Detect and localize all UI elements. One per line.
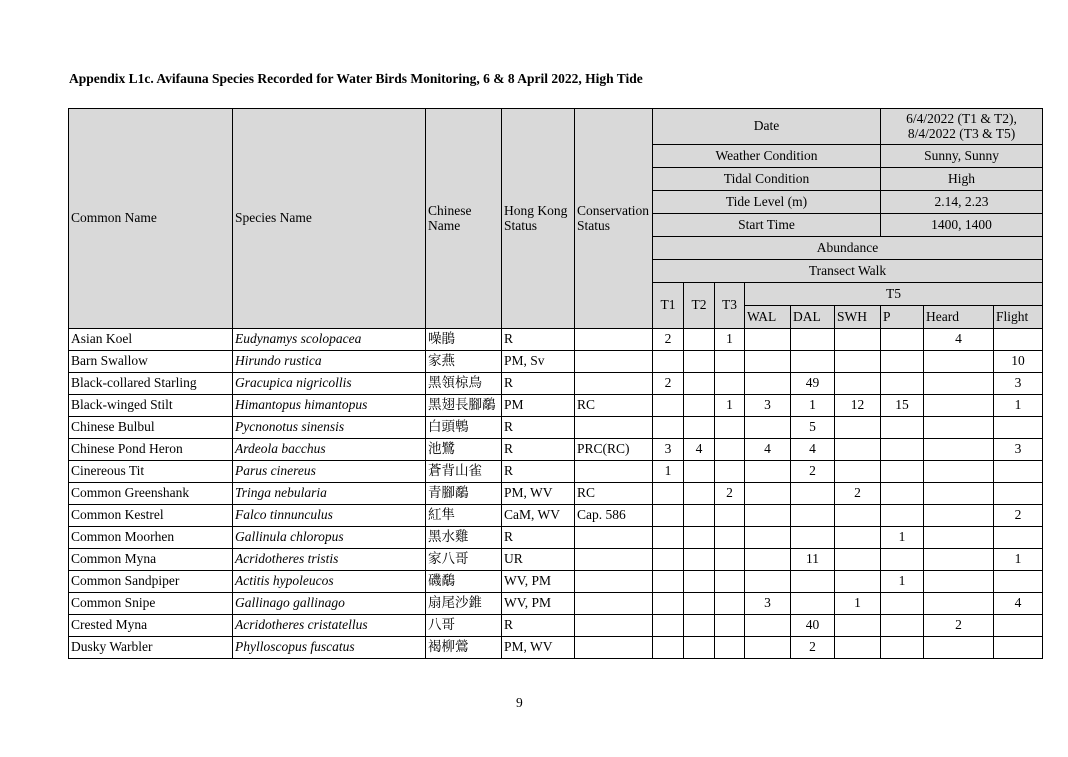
table-row xyxy=(69,571,1043,593)
cell-dal xyxy=(791,329,835,351)
cell-species-name: Himantopus himantopus xyxy=(233,395,426,417)
cell-wal xyxy=(745,483,791,505)
cell-flight: 10 xyxy=(994,351,1043,373)
header-species-name: Species Name xyxy=(233,109,426,329)
cell-conservation-status xyxy=(575,549,653,571)
table-row xyxy=(69,373,1043,395)
cell-dal: 1 xyxy=(791,395,835,417)
cell-t1 xyxy=(653,593,684,615)
cell-dal xyxy=(791,527,835,549)
table-header xyxy=(69,109,1043,329)
cell-species-name: Tringa nebularia xyxy=(233,483,426,505)
cell-species-name: Ardeola bacchus xyxy=(233,439,426,461)
cell-heard xyxy=(924,439,994,461)
cell-common-name: Common Kestrel xyxy=(69,505,233,527)
cell-t3: 1 xyxy=(715,329,745,351)
cell-t1 xyxy=(653,549,684,571)
cell-flight xyxy=(994,417,1043,439)
cell-swh xyxy=(835,549,881,571)
cell-wal: 3 xyxy=(745,395,791,417)
cell-chinese-name: 池鷺 xyxy=(426,439,502,461)
cell-flight xyxy=(994,637,1043,659)
cell-p xyxy=(881,505,924,527)
cell-common-name: Common Moorhen xyxy=(69,527,233,549)
cell-swh xyxy=(835,615,881,637)
cell-flight xyxy=(994,527,1043,549)
cell-heard xyxy=(924,593,994,615)
cell-hk-status: R xyxy=(502,439,575,461)
table-row xyxy=(69,637,1043,659)
cell-t3 xyxy=(715,461,745,483)
cell-hk-status: PM, Sv xyxy=(502,351,575,373)
cell-conservation-status: PRC(RC) xyxy=(575,439,653,461)
cell-t1 xyxy=(653,417,684,439)
cell-hk-status: R xyxy=(502,615,575,637)
cell-conservation-status xyxy=(575,417,653,439)
header-wal: WAL xyxy=(745,306,791,329)
cell-flight: 1 xyxy=(994,549,1043,571)
table-row xyxy=(69,351,1043,373)
cell-conservation-status xyxy=(575,461,653,483)
header-t5: T5 xyxy=(745,283,1043,306)
cell-heard xyxy=(924,571,994,593)
cell-heard xyxy=(924,395,994,417)
header-weather-label: Weather Condition xyxy=(653,145,881,168)
cell-species-name: Actitis hypoleucos xyxy=(233,571,426,593)
species-table xyxy=(68,108,1043,659)
header-start-time-label: Start Time xyxy=(653,214,881,237)
cell-hk-status: R xyxy=(502,527,575,549)
header-chinese-name: Chinese Name xyxy=(426,109,502,329)
cell-swh: 1 xyxy=(835,593,881,615)
cell-swh xyxy=(835,461,881,483)
cell-heard xyxy=(924,527,994,549)
cell-common-name: Common Snipe xyxy=(69,593,233,615)
cell-hk-status: WV, PM xyxy=(502,593,575,615)
cell-t2 xyxy=(684,527,715,549)
cell-chinese-name: 扇尾沙錐 xyxy=(426,593,502,615)
cell-dal: 49 xyxy=(791,373,835,395)
table-row xyxy=(69,615,1043,637)
cell-t3 xyxy=(715,593,745,615)
cell-p xyxy=(881,483,924,505)
cell-conservation-status: Cap. 586 xyxy=(575,505,653,527)
cell-flight: 2 xyxy=(994,505,1043,527)
cell-flight: 4 xyxy=(994,593,1043,615)
cell-t2 xyxy=(684,417,715,439)
cell-hk-status: R xyxy=(502,417,575,439)
cell-swh xyxy=(835,637,881,659)
cell-hk-status: UR xyxy=(502,549,575,571)
header-t1: T1 xyxy=(653,283,684,329)
cell-chinese-name: 白頭鵯 xyxy=(426,417,502,439)
cell-p xyxy=(881,329,924,351)
cell-heard: 4 xyxy=(924,329,994,351)
cell-t3 xyxy=(715,373,745,395)
cell-flight xyxy=(994,461,1043,483)
cell-swh xyxy=(835,439,881,461)
cell-heard xyxy=(924,351,994,373)
cell-conservation-status xyxy=(575,351,653,373)
cell-chinese-name: 八哥 xyxy=(426,615,502,637)
cell-flight xyxy=(994,571,1043,593)
cell-p xyxy=(881,461,924,483)
cell-dal xyxy=(791,593,835,615)
cell-common-name: Cinereous Tit xyxy=(69,461,233,483)
cell-dal: 5 xyxy=(791,417,835,439)
cell-chinese-name: 家燕 xyxy=(426,351,502,373)
cell-wal xyxy=(745,549,791,571)
cell-swh xyxy=(835,505,881,527)
header-abundance: Abundance xyxy=(653,237,1043,260)
cell-swh xyxy=(835,329,881,351)
header-conservation-status: Conservation Status xyxy=(575,109,653,329)
cell-t1: 2 xyxy=(653,329,684,351)
cell-t1 xyxy=(653,615,684,637)
cell-chinese-name: 噪鵑 xyxy=(426,329,502,351)
cell-dal xyxy=(791,351,835,373)
cell-t3 xyxy=(715,527,745,549)
cell-hk-status: R xyxy=(502,373,575,395)
cell-p xyxy=(881,615,924,637)
header-date-label: Date xyxy=(653,109,881,145)
cell-chinese-name: 褐柳鶯 xyxy=(426,637,502,659)
cell-chinese-name: 黑水雞 xyxy=(426,527,502,549)
cell-t3 xyxy=(715,549,745,571)
cell-t2 xyxy=(684,505,715,527)
cell-flight: 1 xyxy=(994,395,1043,417)
header-tidal-value: High xyxy=(881,168,1043,191)
cell-wal xyxy=(745,527,791,549)
cell-flight xyxy=(994,329,1043,351)
cell-conservation-status xyxy=(575,571,653,593)
cell-t1 xyxy=(653,527,684,549)
cell-t1 xyxy=(653,637,684,659)
cell-p: 1 xyxy=(881,571,924,593)
header-p: P xyxy=(881,306,924,329)
cell-wal: 3 xyxy=(745,593,791,615)
cell-flight xyxy=(994,615,1043,637)
cell-heard: 2 xyxy=(924,615,994,637)
cell-p: 15 xyxy=(881,395,924,417)
cell-wal xyxy=(745,351,791,373)
cell-species-name: Hirundo rustica xyxy=(233,351,426,373)
cell-chinese-name: 青腳鷸 xyxy=(426,483,502,505)
table-row xyxy=(69,483,1043,505)
cell-common-name: Common Sandpiper xyxy=(69,571,233,593)
cell-chinese-name: 黑領椋鳥 xyxy=(426,373,502,395)
table-row xyxy=(69,549,1043,571)
cell-hk-status: PM, WV xyxy=(502,637,575,659)
cell-common-name: Common Greenshank xyxy=(69,483,233,505)
cell-common-name: Chinese Bulbul xyxy=(69,417,233,439)
cell-dal xyxy=(791,505,835,527)
cell-t2 xyxy=(684,571,715,593)
cell-t1 xyxy=(653,483,684,505)
header-flight: Flight xyxy=(994,306,1043,329)
cell-dal: 4 xyxy=(791,439,835,461)
header-heard: Heard xyxy=(924,306,994,329)
cell-p xyxy=(881,351,924,373)
cell-p xyxy=(881,417,924,439)
cell-swh xyxy=(835,527,881,549)
cell-common-name: Black-winged Stilt xyxy=(69,395,233,417)
cell-chinese-name: 黑翅長腳鷸 xyxy=(426,395,502,417)
header-hk-status: Hong Kong Status xyxy=(502,109,575,329)
cell-conservation-status xyxy=(575,593,653,615)
cell-swh: 12 xyxy=(835,395,881,417)
header-weather-value: Sunny, Sunny xyxy=(881,145,1043,168)
cell-t3 xyxy=(715,417,745,439)
cell-t2 xyxy=(684,351,715,373)
header-start-time-value: 1400, 1400 xyxy=(881,214,1043,237)
cell-t3: 1 xyxy=(715,395,745,417)
cell-common-name: Common Myna xyxy=(69,549,233,571)
cell-swh xyxy=(835,417,881,439)
cell-t3 xyxy=(715,351,745,373)
cell-heard xyxy=(924,373,994,395)
cell-conservation-status xyxy=(575,527,653,549)
cell-flight: 3 xyxy=(994,439,1043,461)
cell-t1: 3 xyxy=(653,439,684,461)
table-body xyxy=(69,329,1043,659)
cell-conservation-status xyxy=(575,373,653,395)
table-row xyxy=(69,395,1043,417)
cell-p xyxy=(881,373,924,395)
cell-heard xyxy=(924,483,994,505)
cell-common-name: Barn Swallow xyxy=(69,351,233,373)
cell-heard xyxy=(924,637,994,659)
cell-species-name: Parus cinereus xyxy=(233,461,426,483)
cell-t1: 2 xyxy=(653,373,684,395)
cell-t3 xyxy=(715,505,745,527)
header-t2: T2 xyxy=(684,283,715,329)
header-t3: T3 xyxy=(715,283,745,329)
cell-t1 xyxy=(653,571,684,593)
cell-t2 xyxy=(684,549,715,571)
cell-species-name: Acridotheres cristatellus xyxy=(233,615,426,637)
cell-conservation-status xyxy=(575,615,653,637)
cell-flight xyxy=(994,483,1043,505)
cell-common-name: Crested Myna xyxy=(69,615,233,637)
cell-t3 xyxy=(715,571,745,593)
cell-t3: 2 xyxy=(715,483,745,505)
table-row xyxy=(69,461,1043,483)
cell-dal: 2 xyxy=(791,461,835,483)
cell-heard xyxy=(924,549,994,571)
cell-wal xyxy=(745,373,791,395)
cell-hk-status: WV, PM xyxy=(502,571,575,593)
cell-swh: 2 xyxy=(835,483,881,505)
cell-swh xyxy=(835,373,881,395)
cell-species-name: Gracupica nigricollis xyxy=(233,373,426,395)
cell-wal xyxy=(745,461,791,483)
cell-dal: 11 xyxy=(791,549,835,571)
cell-t3 xyxy=(715,615,745,637)
header-transect-walk: Transect Walk xyxy=(653,260,1043,283)
header-common-name: Common Name xyxy=(69,109,233,329)
cell-hk-status: R xyxy=(502,461,575,483)
cell-t2 xyxy=(684,615,715,637)
cell-chinese-name: 家八哥 xyxy=(426,549,502,571)
cell-p: 1 xyxy=(881,527,924,549)
cell-t2: 4 xyxy=(684,439,715,461)
cell-p xyxy=(881,637,924,659)
cell-t2 xyxy=(684,395,715,417)
table-row xyxy=(69,417,1043,439)
cell-common-name: Chinese Pond Heron xyxy=(69,439,233,461)
cell-wal xyxy=(745,615,791,637)
header-tide-level-value: 2.14, 2.23 xyxy=(881,191,1043,214)
cell-flight: 3 xyxy=(994,373,1043,395)
cell-t2 xyxy=(684,593,715,615)
cell-conservation-status xyxy=(575,637,653,659)
cell-p xyxy=(881,549,924,571)
cell-t2 xyxy=(684,483,715,505)
cell-species-name: Acridotheres tristis xyxy=(233,549,426,571)
cell-t1 xyxy=(653,395,684,417)
cell-t3 xyxy=(715,637,745,659)
cell-common-name: Dusky Warbler xyxy=(69,637,233,659)
page-number: 9 xyxy=(516,695,523,710)
cell-dal xyxy=(791,571,835,593)
cell-conservation-status xyxy=(575,329,653,351)
header-tidal-label: Tidal Condition xyxy=(653,168,881,191)
table-row xyxy=(69,439,1043,461)
page-title: Appendix L1c. Avifauna Species Recorded for Water Birds Monitoring, 6 & 8 April 2022, High Tide xyxy=(69,71,643,86)
cell-dal xyxy=(791,483,835,505)
cell-conservation-status: RC xyxy=(575,483,653,505)
cell-chinese-name: 蒼背山雀 xyxy=(426,461,502,483)
cell-common-name: Asian Koel xyxy=(69,329,233,351)
header-date-value: 6/4/2022 (T1 & T2), 8/4/2022 (T3 & T5) xyxy=(881,109,1043,145)
cell-t2 xyxy=(684,637,715,659)
cell-species-name: Gallinula chloropus xyxy=(233,527,426,549)
cell-species-name: Eudynamys scolopacea xyxy=(233,329,426,351)
cell-species-name: Phylloscopus fuscatus xyxy=(233,637,426,659)
cell-species-name: Gallinago gallinago xyxy=(233,593,426,615)
cell-dal: 2 xyxy=(791,637,835,659)
table-row xyxy=(69,527,1043,549)
cell-wal xyxy=(745,329,791,351)
table-row xyxy=(69,505,1043,527)
cell-chinese-name: 磯鷸 xyxy=(426,571,502,593)
cell-wal xyxy=(745,571,791,593)
cell-conservation-status: RC xyxy=(575,395,653,417)
cell-hk-status: CaM, WV xyxy=(502,505,575,527)
cell-p xyxy=(881,439,924,461)
cell-heard xyxy=(924,417,994,439)
cell-common-name: Black-collared Starling xyxy=(69,373,233,395)
header-dal: DAL xyxy=(791,306,835,329)
cell-t3 xyxy=(715,439,745,461)
cell-t1 xyxy=(653,351,684,373)
cell-species-name: Pycnonotus sinensis xyxy=(233,417,426,439)
cell-swh xyxy=(835,571,881,593)
header-tide-level-label: Tide Level (m) xyxy=(653,191,881,214)
cell-t1: 1 xyxy=(653,461,684,483)
cell-t2 xyxy=(684,461,715,483)
cell-hk-status: PM xyxy=(502,395,575,417)
header-swh: SWH xyxy=(835,306,881,329)
cell-wal xyxy=(745,505,791,527)
table-row xyxy=(69,329,1043,351)
table-row xyxy=(69,593,1043,615)
cell-wal xyxy=(745,417,791,439)
cell-p xyxy=(881,593,924,615)
cell-chinese-name: 紅隼 xyxy=(426,505,502,527)
cell-t2 xyxy=(684,329,715,351)
cell-heard xyxy=(924,505,994,527)
cell-dal: 40 xyxy=(791,615,835,637)
cell-swh xyxy=(835,351,881,373)
cell-species-name: Falco tinnunculus xyxy=(233,505,426,527)
cell-hk-status: R xyxy=(502,329,575,351)
cell-t1 xyxy=(653,505,684,527)
cell-wal: 4 xyxy=(745,439,791,461)
cell-wal xyxy=(745,637,791,659)
cell-t2 xyxy=(684,373,715,395)
cell-heard xyxy=(924,461,994,483)
cell-hk-status: PM, WV xyxy=(502,483,575,505)
